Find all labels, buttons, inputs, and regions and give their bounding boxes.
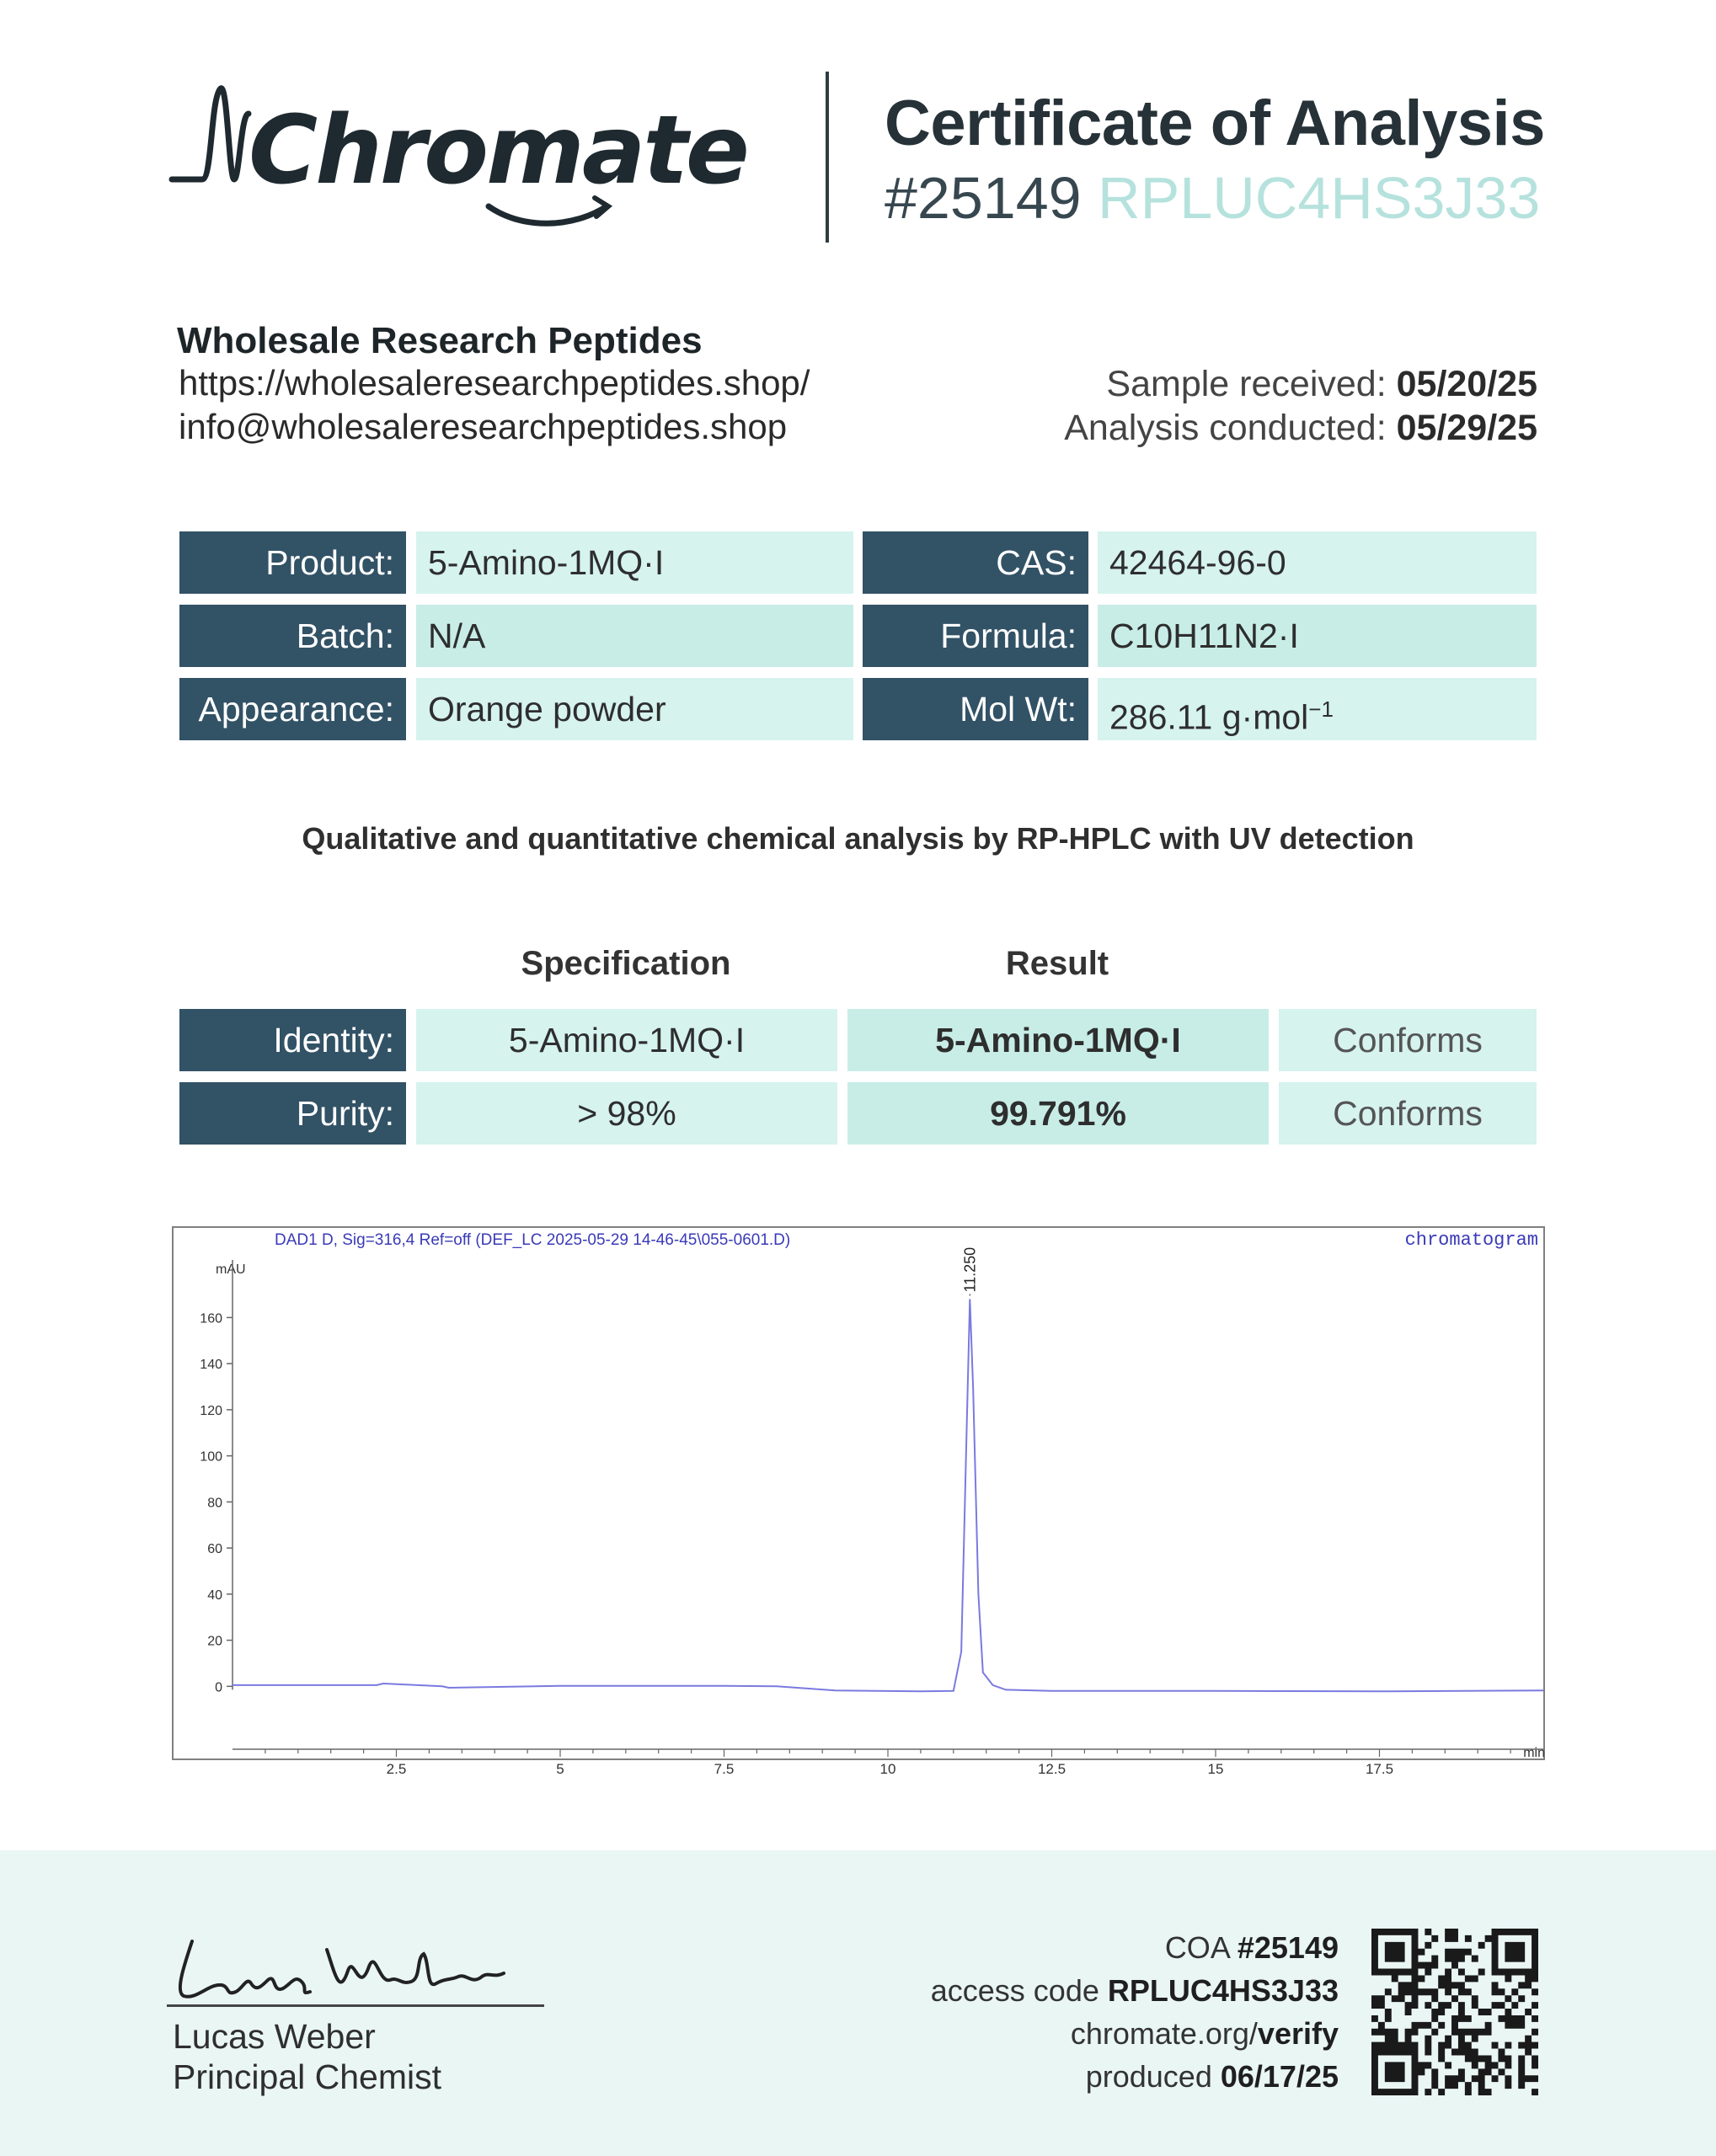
y-tick-label: 0 — [215, 1680, 222, 1695]
brand-name: Chromate — [249, 96, 747, 205]
chart-title: DAD1 D, Sig=316,4 Ref=off (DEF_LC 2025-05-29 14-46-45\055-0601.D) — [275, 1231, 791, 1249]
chromatogram — [172, 1226, 1545, 1777]
y-tick-label: 80 — [207, 1496, 222, 1511]
client-name: Wholesale Research Peptides — [177, 320, 703, 361]
chromatogram-plot — [172, 1226, 1545, 1777]
batch-value: N/A — [416, 605, 853, 667]
purity-label: Purity: — [179, 1082, 406, 1145]
handwritten-signature — [158, 1924, 563, 2009]
verify-path: verify — [1257, 2016, 1339, 2051]
chromate-logo — [168, 80, 747, 240]
method-description: Qualitative and quantitative chemical analysis by RP-HPLC with UV detection — [302, 821, 1414, 856]
identity-result: 5-Amino-1MQ·I — [847, 1009, 1269, 1071]
signer-title: Principal Chemist — [173, 2057, 441, 2096]
x-tick-label: 17.5 — [1365, 1761, 1394, 1777]
verify-link[interactable] — [1071, 2016, 1339, 2052]
result-header: Result — [1005, 945, 1109, 982]
appearance-label: Appearance: — [179, 678, 406, 740]
footer-produced-date: 06/17/25 — [1220, 2059, 1339, 2094]
identity-status: Conforms — [1279, 1009, 1537, 1071]
y-tick-label: 60 — [207, 1542, 222, 1557]
y-tick-label: 140 — [200, 1358, 222, 1373]
verify-domain: chromate.org/ — [1070, 2016, 1258, 2051]
y-tick-label: 40 — [207, 1588, 222, 1603]
molwt-exponent: −1 — [1308, 696, 1334, 722]
y-axis-label: mAU — [216, 1262, 246, 1277]
y-tick-label: 160 — [200, 1311, 222, 1326]
footer-access-code: RPLUC4HS3J33 — [1107, 1973, 1339, 2008]
molwt-label: Mol Wt: — [863, 678, 1088, 740]
chart-corner-label: chromatogram — [1404, 1230, 1538, 1251]
purity-status: Conforms — [1279, 1082, 1537, 1145]
batch-label: Batch: — [179, 605, 406, 667]
footer-produced-label: produced — [1085, 2059, 1212, 2094]
spec-header: Specification — [521, 945, 731, 982]
coa-number: #25149 — [885, 165, 1082, 231]
sample-received — [1106, 364, 1537, 405]
footer-coa-number: #25149 — [1237, 1930, 1339, 1965]
identity-label: Identity: — [179, 1009, 406, 1071]
peak-label: 11.250 — [961, 1246, 979, 1293]
cas-label: CAS: — [863, 531, 1088, 594]
formula-label: Formula: — [863, 605, 1088, 667]
y-tick-label: 100 — [200, 1449, 222, 1465]
analysis-conducted-date: 05/29/25 — [1396, 408, 1537, 448]
molwt-number: 286.11 g·mol — [1109, 697, 1309, 737]
verification-qr-code[interactable] — [1371, 1929, 1538, 2095]
footer-coa-label: COA — [1164, 1930, 1229, 1965]
appearance-value: Orange powder — [416, 678, 853, 740]
x-tick-label: 15 — [1207, 1761, 1224, 1777]
x-tick-label: 5 — [556, 1761, 564, 1777]
y-tick-label: 120 — [200, 1403, 222, 1418]
footer-access-label: access code — [930, 1973, 1099, 2008]
client-email[interactable]: info@wholesaleresearchpeptides.shop — [179, 407, 788, 446]
x-tick-label: 10 — [879, 1761, 896, 1777]
purity-spec: > 98% — [416, 1082, 837, 1145]
formula-value: C10H11N2·I — [1098, 605, 1537, 667]
cas-value: 42464-96-0 — [1098, 531, 1537, 594]
signature-line — [167, 2004, 544, 2007]
x-tick-label: 2.5 — [386, 1761, 407, 1777]
footer-coa — [1165, 1930, 1339, 1966]
client-website[interactable]: https://wholesaleresearchpeptides.shop/ — [179, 363, 810, 403]
qr-modules — [1371, 1929, 1538, 2095]
identity-spec: 5-Amino-1MQ·I — [416, 1009, 837, 1071]
product-label: Product: — [179, 531, 406, 594]
x-tick-label: 12.5 — [1037, 1761, 1066, 1777]
analysis-conducted-label: Analysis conducted: — [1064, 408, 1387, 448]
certificate-number — [885, 164, 1540, 232]
purity-result: 99.791% — [847, 1082, 1269, 1145]
analysis-conducted — [1064, 408, 1537, 449]
footer-produced — [1086, 2059, 1339, 2095]
molwt-value — [1098, 678, 1537, 740]
footer-access — [931, 1973, 1339, 2009]
product-value: 5-Amino-1MQ·I — [416, 531, 853, 594]
header-divider — [826, 72, 829, 243]
sample-received-label: Sample received: — [1106, 364, 1387, 404]
plot-frame — [173, 1227, 1544, 1759]
access-code-header: RPLUC4HS3J33 — [1098, 165, 1541, 231]
sample-received-date: 05/20/25 — [1396, 364, 1537, 404]
y-tick-label: 20 — [207, 1634, 222, 1649]
certificate-title: Certificate of Analysis — [885, 88, 1545, 159]
signer-name: Lucas Weber — [173, 2017, 376, 2056]
x-tick-label: 7.5 — [714, 1761, 735, 1777]
x-axis-label: min — [1523, 1746, 1545, 1760]
